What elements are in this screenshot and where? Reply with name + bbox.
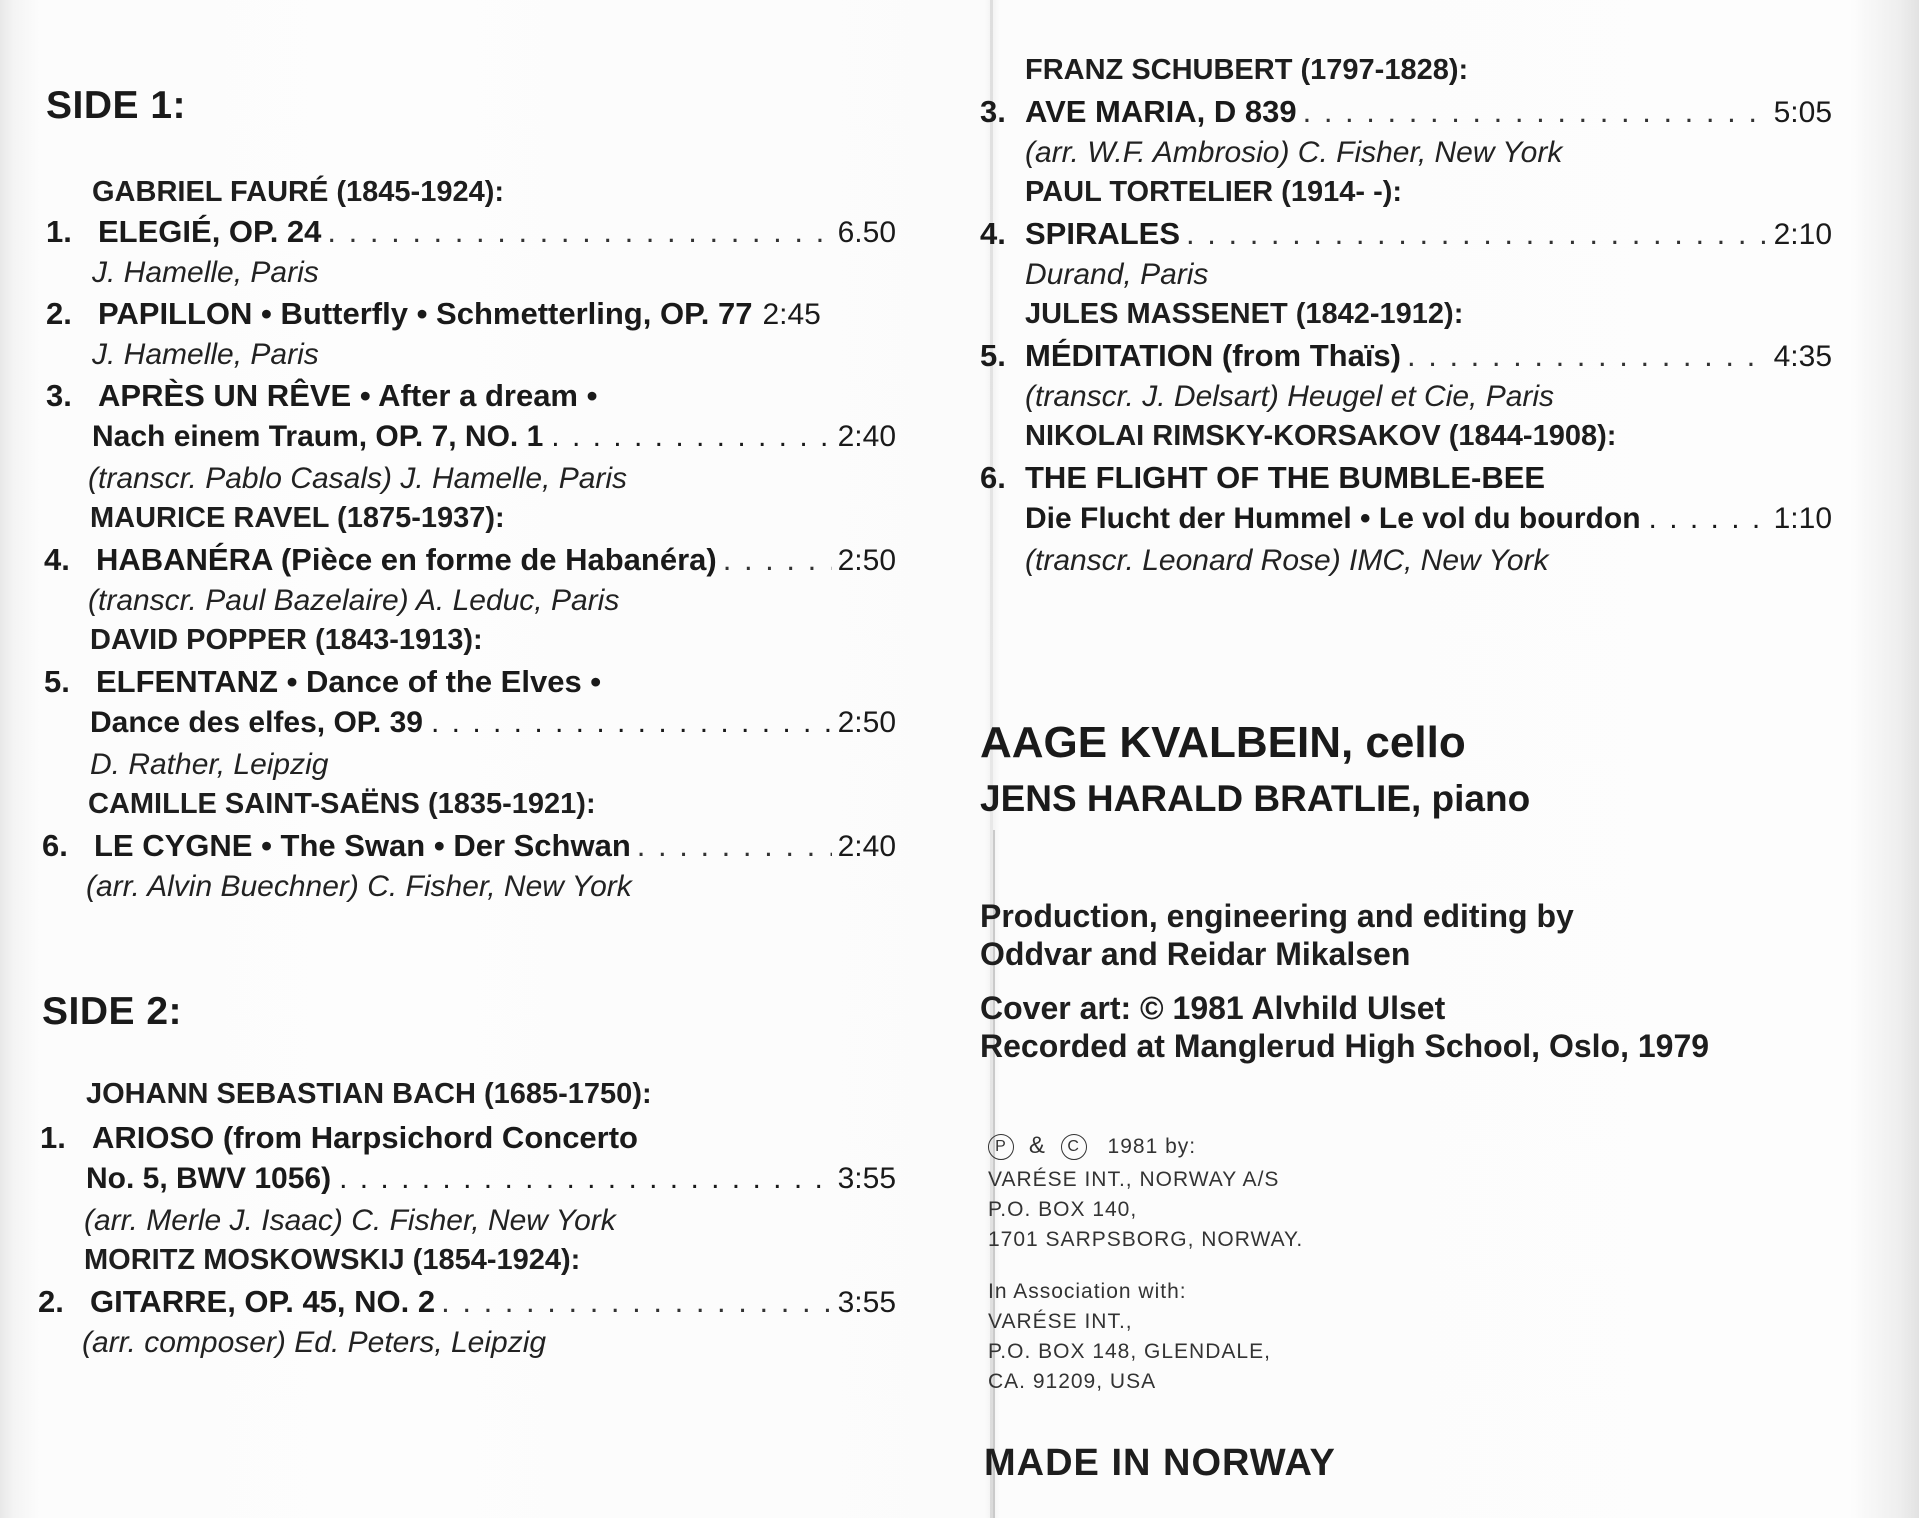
copyright-city1: 1701 SARPSBORG, NORWAY. <box>988 1228 1304 1251</box>
track-publisher: (arr. composer) Ed. Peters, Leipzig <box>82 1326 547 1359</box>
side2-track-3 <box>980 94 1832 130</box>
side2-track-2 <box>38 1284 896 1320</box>
track-title: HABANÉRA (Pièce en forme de Habanéra) <box>96 542 717 577</box>
track-number: 5. <box>44 664 70 699</box>
track-title-cont: Dance des elfes, OP. 39 <box>90 706 423 739</box>
track-title: LE CYGNE • The Swan • Der Schwan <box>94 828 631 863</box>
side2-track-4 <box>980 216 1832 252</box>
track-time: 2:50 <box>837 706 896 739</box>
leader-dots <box>723 542 832 578</box>
track-number: 3. <box>980 94 1006 129</box>
composer-ravel: MAURICE RAVEL (1875-1937): <box>90 502 505 534</box>
track-time: 1:10 <box>1773 502 1832 535</box>
track-time: 2:10 <box>1773 218 1832 251</box>
composer-rimsky-korsakov: NIKOLAI RIMSKY-KORSAKOV (1844-1908): <box>1025 420 1617 452</box>
track-publisher: (arr. Merle J. Isaac) C. Fisher, New York <box>84 1204 616 1237</box>
phonogram-icon: P <box>988 1134 1014 1160</box>
side1-track-2 <box>46 296 896 332</box>
side1-track-5-cont <box>90 706 896 740</box>
track-publisher: (arr. Alvin Buechner) C. Fisher, New York <box>86 870 632 903</box>
performer-pianist: JENS HARALD BRATLIE, piano <box>980 778 1531 819</box>
track-time: 3:55 <box>837 1162 896 1195</box>
leader-dots <box>431 706 830 740</box>
side2-track-1 <box>40 1120 896 1156</box>
track-time: 6.50 <box>837 216 896 249</box>
track-time: 2:40 <box>837 420 896 453</box>
credit-cover-art: Cover art: © 1981 Alvhild Ulset <box>980 990 1446 1026</box>
side-1-heading: SIDE 1: <box>46 84 187 127</box>
leader-dots <box>551 420 829 454</box>
track-title: ELFENTANZ • Dance of the Elves • <box>96 664 602 699</box>
association-company: VARÉSE INT., <box>988 1310 1133 1333</box>
composer-massenet: JULES MASSENET (1842-1912): <box>1025 298 1464 330</box>
copyright-company1: VARÉSE INT., NORWAY A/S <box>988 1168 1280 1191</box>
track-title: SPIRALES <box>1025 216 1181 251</box>
track-publisher: (transcr. Pablo Casals) J. Hamelle, Paris <box>88 462 628 495</box>
leader-dots <box>1407 338 1768 374</box>
performer-cellist: AAGE KVALBEIN, cello <box>980 718 1466 767</box>
copyright-icon: C <box>1061 1134 1087 1160</box>
track-number: 1. <box>40 1120 66 1155</box>
track-title: AVE MARIA, D 839 <box>1025 94 1297 129</box>
leader-dots <box>637 828 832 864</box>
side1-track-4 <box>44 542 896 578</box>
track-title-cont: Nach einem Traum, OP. 7, NO. 1 <box>92 420 544 453</box>
track-publisher: Durand, Paris <box>1025 258 1209 291</box>
side1-track-6 <box>42 828 896 864</box>
leader-dots <box>1649 502 1766 536</box>
side2-track-1-cont <box>86 1162 896 1196</box>
track-publisher: J. Hamelle, Paris <box>92 256 319 289</box>
track-publisher: (transcr. Leonard Rose) IMC, New York <box>1025 544 1549 577</box>
track-title: GITARRE, OP. 45, NO. 2 <box>90 1284 436 1319</box>
composer-schubert: FRANZ SCHUBERT (1797-1828): <box>1025 54 1469 86</box>
credit-recorded: Recorded at Manglerud High School, Oslo, 1979 <box>980 1028 1710 1064</box>
side1-track-3-cont <box>92 420 896 454</box>
association-box: P.O. BOX 148, GLENDALE, <box>988 1340 1271 1363</box>
composer-saint-saens: CAMILLE SAINT-SAËNS (1835-1921): <box>88 788 596 820</box>
track-title: APRÈS UN RÊVE • After a dream • <box>98 378 598 413</box>
track-title-cont: Die Flucht der Hummel • Le vol du bourdon <box>1025 502 1641 535</box>
track-number: 4. <box>980 216 1006 251</box>
track-publisher: D. Rather, Leipzig <box>90 748 329 781</box>
copyright-box1: P.O. BOX 140, <box>988 1198 1138 1221</box>
track-number: 1. <box>46 214 72 249</box>
association-heading: In Association with: <box>988 1280 1187 1303</box>
side2-track-5 <box>980 338 1832 374</box>
side-2-heading: SIDE 2: <box>42 990 183 1033</box>
side2-track-6-cont <box>1025 502 1832 536</box>
composer-bach: JOHANN SEBASTIAN BACH (1685-1750): <box>86 1078 652 1110</box>
made-in-label: MADE IN NORWAY <box>984 1442 1336 1484</box>
composer-tortelier: PAUL TORTELIER (1914- -): <box>1025 176 1403 208</box>
track-number: 5. <box>980 338 1006 373</box>
track-publisher: (transcr. J. Delsart) Heugel et Cie, Paris <box>1025 380 1555 413</box>
track-title: ELEGIÉ, OP. 24 <box>98 214 322 249</box>
track-number: 2. <box>46 296 72 331</box>
track-time: 2:40 <box>837 830 896 863</box>
copyright-line <box>988 1132 1196 1160</box>
composer-popper: DAVID POPPER (1843-1913): <box>90 624 483 656</box>
track-publisher: (arr. W.F. Ambrosio) C. Fisher, New York <box>1025 136 1563 169</box>
track-number: 2. <box>38 1284 64 1319</box>
side1-track-3 <box>46 378 896 414</box>
track-time: 5:05 <box>1773 96 1832 129</box>
track-time: 3:55 <box>837 1286 896 1319</box>
track-title: PAPILLON • Butterfly • Schmetterling, OP. 77 <box>98 296 753 331</box>
side2-track-6 <box>980 460 1832 496</box>
track-number: 3. <box>46 378 72 413</box>
track-publisher: J. Hamelle, Paris <box>92 338 319 371</box>
composer-moskowskij: MORITZ MOSKOWSKIJ (1854-1924): <box>84 1244 581 1276</box>
track-title: ARIOSO (from Harpsichord Concerto <box>92 1120 638 1155</box>
leader-dots <box>441 1284 831 1320</box>
leader-dots <box>1186 216 1768 252</box>
side1-track-1 <box>46 214 896 250</box>
leader-dots <box>339 1162 830 1196</box>
composer-faure: GABRIEL FAURÉ (1845-1924): <box>92 176 505 208</box>
track-title: MÉDITATION (from Thaïs) <box>1025 338 1401 373</box>
track-time: 2:50 <box>837 544 896 577</box>
track-number: 4. <box>44 542 70 577</box>
credit-production-line2: Oddvar and Reidar Mikalsen <box>980 936 1411 972</box>
track-number: 6. <box>42 828 68 863</box>
copyright-year: 1981 by: <box>1107 1135 1197 1158</box>
side1-track-5 <box>44 664 896 700</box>
credit-production-line1: Production, engineering and editing by <box>980 898 1574 934</box>
leader-dots <box>1303 94 1768 130</box>
leader-dots <box>327 214 831 250</box>
ampersand: & <box>1028 1132 1046 1159</box>
track-number: 6. <box>980 460 1006 495</box>
track-title: THE FLIGHT OF THE BUMBLE-BEE <box>1025 460 1546 495</box>
track-title-cont: No. 5, BWV 1056) <box>86 1162 332 1195</box>
association-city: CA. 91209, USA <box>988 1370 1157 1393</box>
track-publisher: (transcr. Paul Bazelaire) A. Leduc, Paris <box>88 584 620 617</box>
track-time: 2:45 <box>762 298 821 331</box>
track-time: 4:35 <box>1773 340 1832 373</box>
